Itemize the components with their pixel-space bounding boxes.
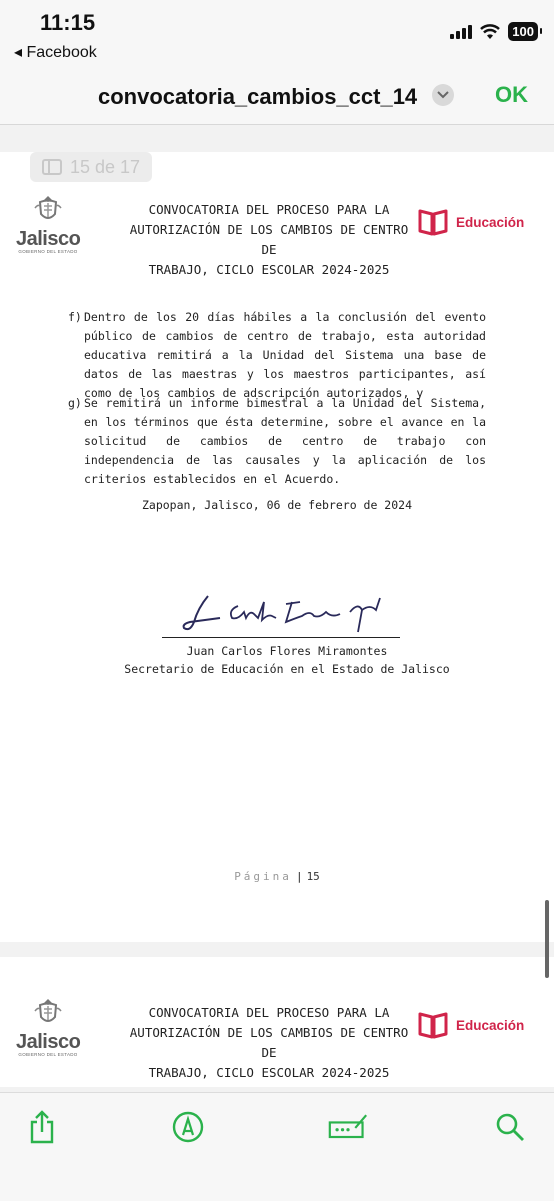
chevron-down-icon[interactable] — [432, 84, 454, 106]
form-fill-icon — [328, 1112, 368, 1142]
ok-button[interactable]: OK — [495, 82, 528, 107]
cellular-signal-icon — [450, 25, 472, 39]
signature-line — [162, 637, 400, 638]
document-header — [0, 997, 554, 1080]
educacion-logo — [418, 1011, 524, 1039]
form-fill-button[interactable] — [328, 1107, 368, 1147]
coat-of-arms-icon — [33, 194, 63, 224]
educacion-wordmark: Educación — [456, 1017, 525, 1033]
educacion-logo — [418, 208, 524, 236]
header-title-line: TRABAJO, CICLO ESCOLAR 2024-2025 — [148, 262, 390, 277]
educacion-wordmark: Educación — [456, 214, 525, 230]
page-number-label: Página — [234, 870, 292, 883]
search-icon — [495, 1112, 525, 1142]
scrollbar[interactable] — [545, 900, 549, 978]
bottom-toolbar — [0, 1092, 554, 1201]
back-to-app-link[interactable]: ◂ Facebook — [14, 44, 97, 61]
sidebar-icon — [42, 159, 62, 175]
battery-icon: 100 — [508, 22, 538, 41]
search-button[interactable] — [490, 1107, 530, 1147]
markup-icon — [171, 1110, 205, 1144]
share-button[interactable] — [22, 1107, 62, 1147]
header-title-line: AUTORIZACIÓN DE LOS CAMBIOS DE CENTRO DE — [129, 222, 409, 257]
status-time: 11:15 — [40, 10, 96, 35]
signatory-position: Secretario de Educación en el Estado de Jalisco — [124, 662, 450, 676]
page-indicator-label: 15 de 17 — [70, 156, 141, 177]
document-nav-bar — [0, 64, 554, 125]
header-title — [124, 1003, 414, 1083]
status-icons — [450, 22, 538, 41]
page-indicator — [30, 152, 152, 182]
list-marker: g) — [68, 396, 82, 410]
signatory-name: Juan Carlos Flores Miramontes — [186, 644, 388, 658]
list-item — [68, 308, 486, 403]
pdf-page — [0, 152, 554, 942]
header-title-line: TRABAJO, CICLO ESCOLAR 2024-2025 — [148, 1065, 390, 1080]
list-item-text: Dentro de los 20 días hábiles a la conclusión del evento público de cambios de centro de trabajo, esta autoridad educativa remitirá a la Unidad del Sistema una base de datos de las maestras y los maestros participantes, así como de los cambios de adscripción autorizados, y — [84, 310, 486, 400]
list-marker: f) — [68, 310, 82, 324]
status-bar — [0, 0, 554, 64]
page-number: Página | 15 — [234, 870, 320, 883]
book-icon — [418, 208, 448, 236]
jalisco-subtitle: GOBIERNO DEL ESTADO — [18, 249, 78, 254]
jalisco-wordmark: Jalisco — [16, 1031, 81, 1053]
document-title[interactable]: convocatoria_cambios_cct_14 — [98, 84, 418, 109]
markup-button[interactable] — [168, 1107, 208, 1147]
jalisco-wordmark: Jalisco — [16, 228, 81, 250]
place-date: Zapopan, Jalisco, 06 de febrero de 2024 — [141, 498, 413, 512]
share-icon — [28, 1110, 56, 1144]
list-item-text: Se remitirá un informe bimestral a la Unidad del Sistema, en los términos que ésta determine, sobre el avance en la solicitud de cambios de centro de trabajo con independencia de las causales y la aplicación de los criterios establecidos en el Acuerdo. — [84, 396, 486, 486]
header-title-line: CONVOCATORIA DEL PROCESO PARA LA — [148, 1005, 390, 1020]
jalisco-logo — [16, 997, 80, 1057]
book-icon — [418, 1011, 448, 1039]
document-header — [0, 194, 554, 277]
coat-of-arms-icon — [33, 997, 63, 1027]
header-title-line: CONVOCATORIA DEL PROCESO PARA LA — [148, 202, 390, 217]
wifi-icon — [480, 24, 500, 40]
list-item — [68, 394, 486, 489]
signature-icon — [180, 588, 390, 640]
pdf-page — [0, 957, 554, 1087]
header-title-line: AUTORIZACIÓN DE LOS CAMBIOS DE CENTRO DE — [129, 1025, 409, 1060]
page-number-value: 15 — [306, 870, 320, 883]
jalisco-subtitle: GOBIERNO DEL ESTADO — [18, 1052, 78, 1057]
jalisco-logo — [16, 194, 80, 254]
header-title — [124, 200, 414, 280]
